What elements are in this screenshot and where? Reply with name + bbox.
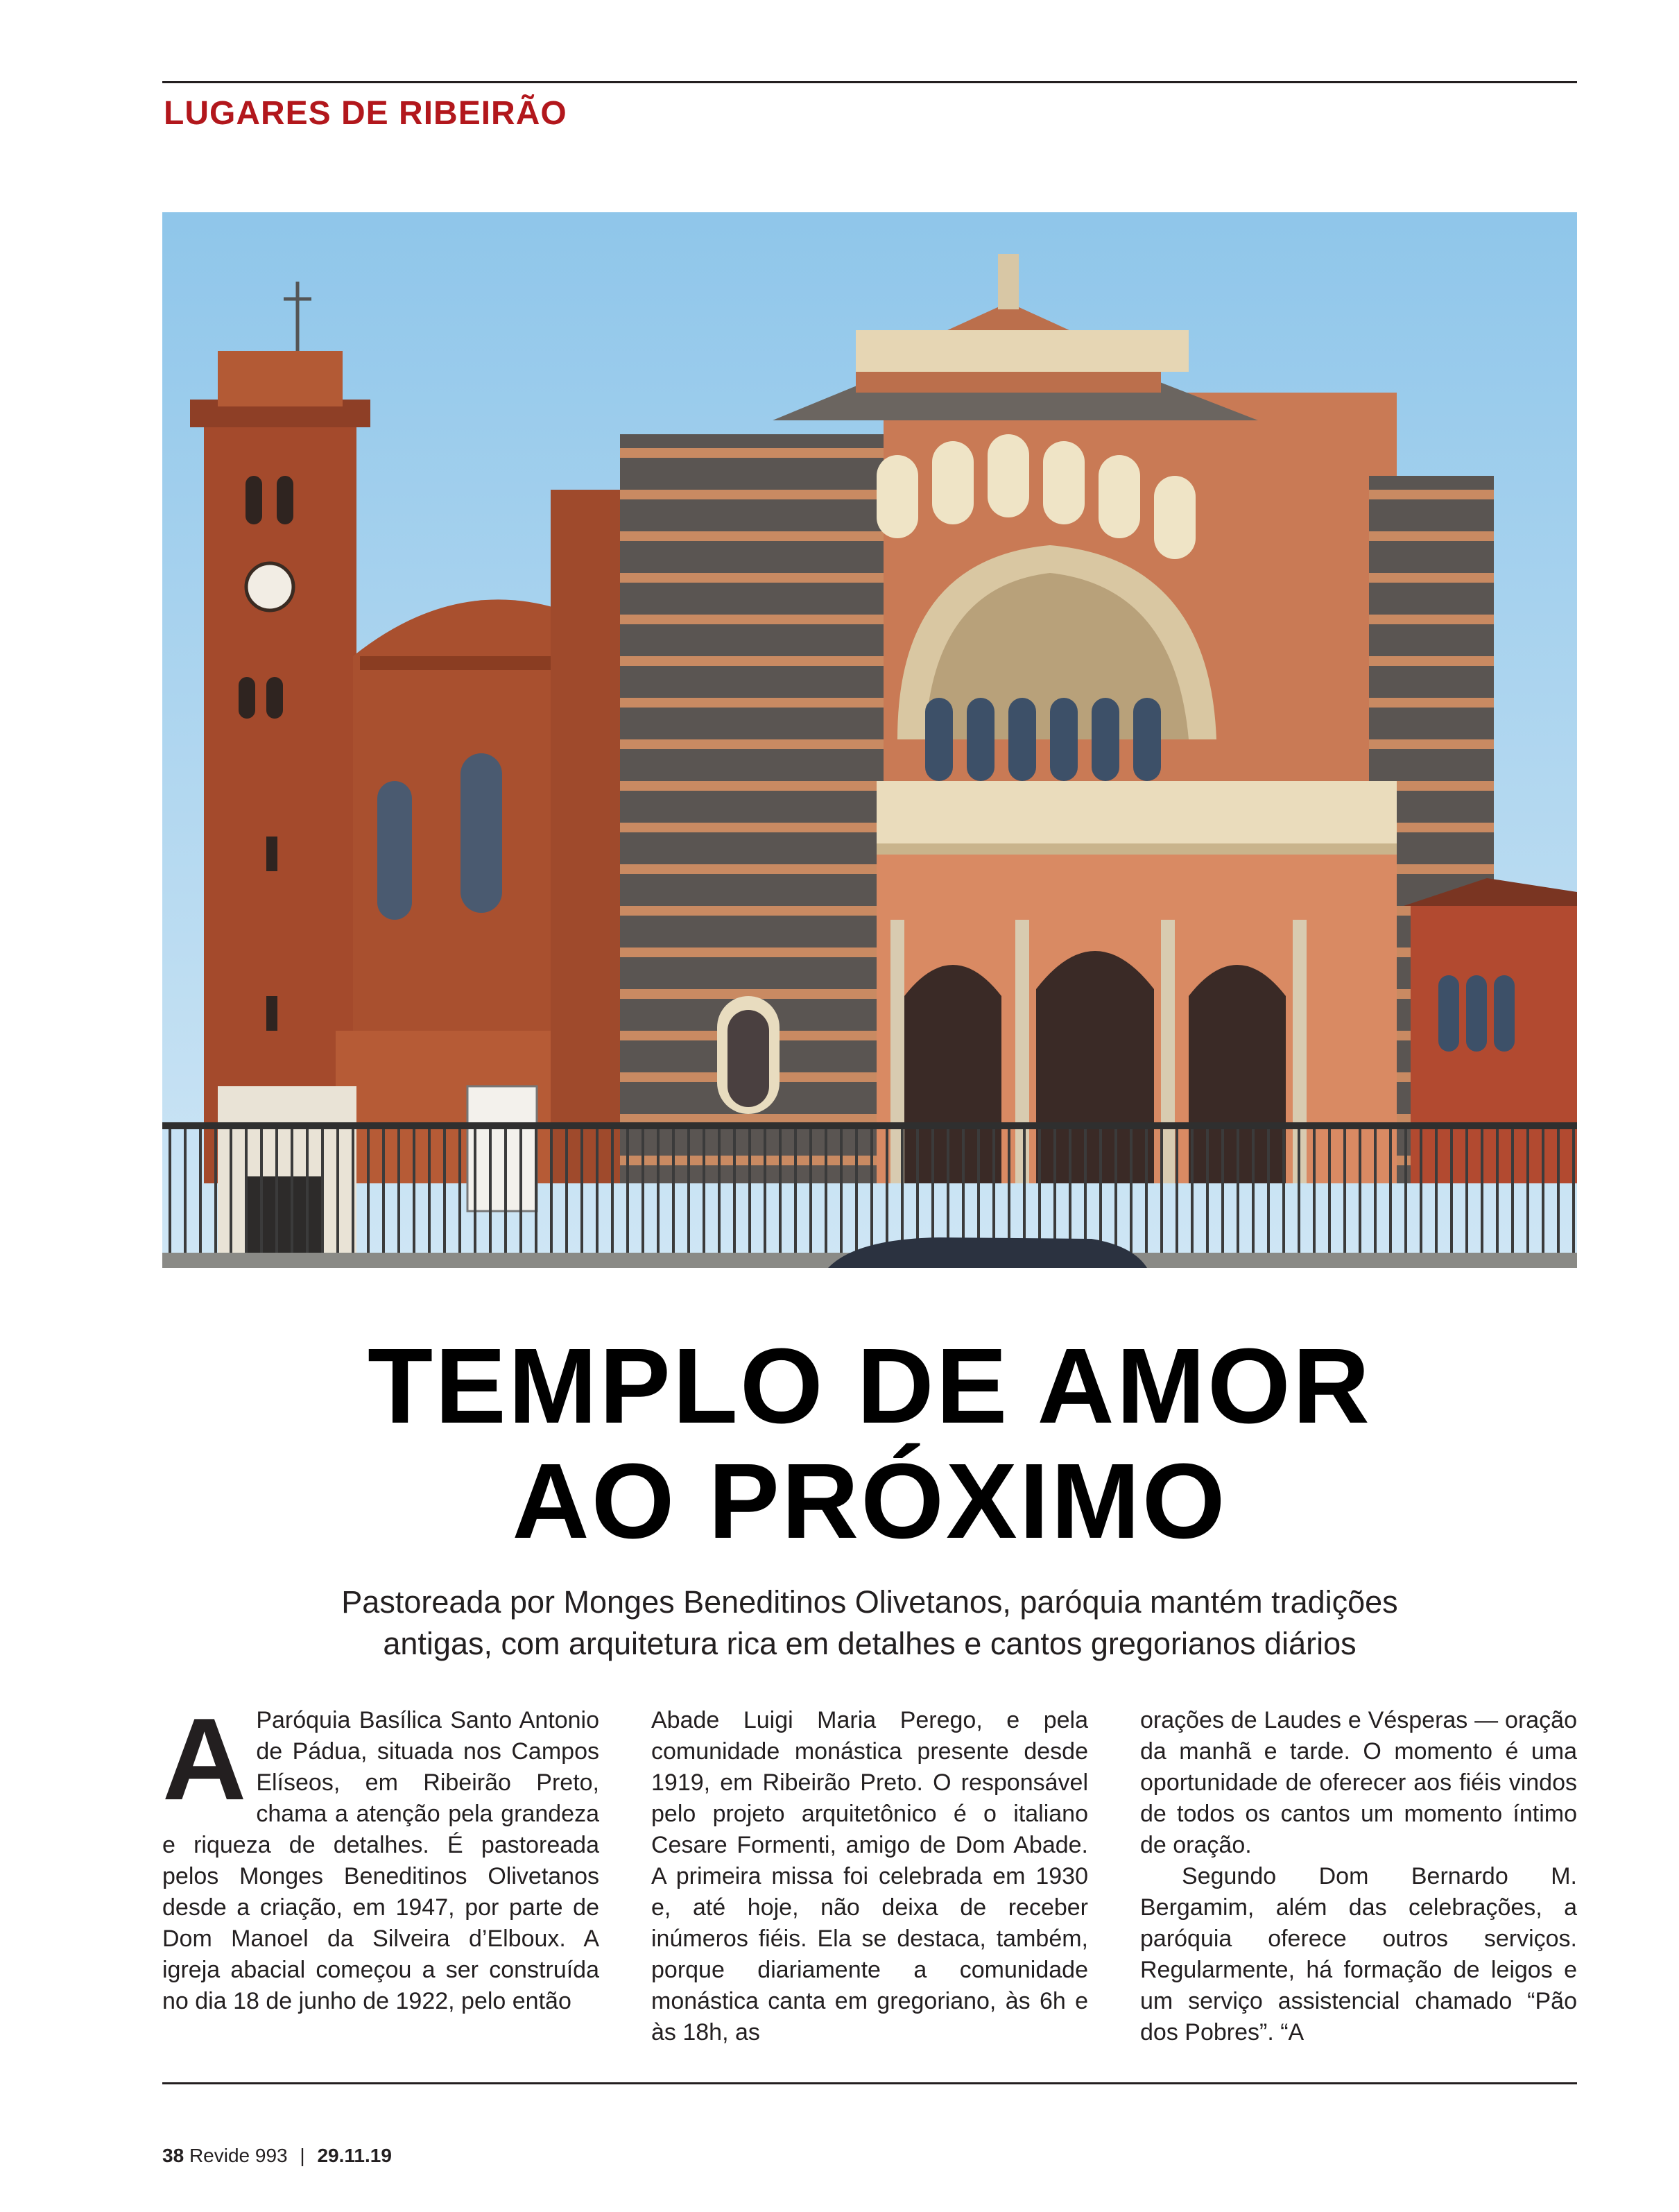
top-rule bbox=[162, 81, 1577, 83]
headline bbox=[162, 1328, 1577, 1559]
footer-separator: | bbox=[300, 2145, 305, 2166]
column-3-paragraph-2: Segundo Dom Bernardo M. Bergamim, além das celebrações, a paróquia oferece outros serviços. Regularmente, há formação de leigos e um serviço assistencial chamado “Pão dos Pobres”. “A bbox=[1140, 1863, 1577, 2046]
magazine-issue: Revide 993 bbox=[189, 2145, 288, 2166]
issue-date: 29.11.19 bbox=[317, 2145, 392, 2166]
page-footer bbox=[162, 2145, 392, 2167]
article-column-1 bbox=[162, 1694, 599, 2017]
drop-cap: A bbox=[162, 1694, 247, 1824]
subtitle bbox=[162, 1581, 1577, 1665]
article-body bbox=[162, 1694, 1577, 2066]
subtitle-line-1: Pastoreada por Monges Beneditinos Olivetanos, paróquia mantém tradições bbox=[341, 1584, 1398, 1620]
bottom-rule bbox=[162, 2082, 1577, 2084]
column-1-text: Paróquia Basílica Santo Antonio de Pádua, situada nos Campos Elíseos, em Ribeirão Preto, chama a atenção pela grandeza e riqueza de detalhes. É pastoreada pelos Monges Beneditinos Olivetanos desde a criação, em 1947, por parte de Dom Manoel da Silveira d’Elboux. A igreja abacial começou a ser construída no dia 18 de junho de 1922, pelo então bbox=[162, 1707, 599, 2014]
article-column-3 bbox=[1140, 1705, 1577, 2048]
section-label: LUGARES DE RIBEIRÃO bbox=[164, 95, 567, 132]
headline-line-2: AO PRÓXIMO bbox=[512, 1441, 1228, 1561]
headline-line-1: TEMPLO DE AMOR bbox=[368, 1326, 1372, 1446]
column-2-text: Abade Luigi Maria Perego, e pela comunidade monástica presente desde 1919, em Ribeirão Preto. O responsável pelo projeto arquitetônico é o italiano Cesare Formenti, amigo de Dom Abade. A primeira missa foi celebrada em 1930 e, até hoje, não deixa de receber inúmeros fiéis. Ela se destaca, também, porque diariamente a comunidade monástica canta em gregoriano, às 6h e às 18h, as bbox=[651, 1707, 1088, 2046]
page-number: 38 bbox=[162, 2145, 184, 2166]
subtitle-line-2: antigas, com arquitetura rica em detalhes e cantos gregorianos diários bbox=[383, 1626, 1357, 1661]
column-3-paragraph-1: orações de Laudes e Vésperas — oração da manhã e tarde. O momento é uma oportunidade de oferecer aos fiéis vindos de todos os cantos um momento íntimo de oração. bbox=[1140, 1707, 1577, 1858]
church-photo bbox=[162, 212, 1577, 1268]
article-column-2 bbox=[651, 1705, 1088, 2048]
